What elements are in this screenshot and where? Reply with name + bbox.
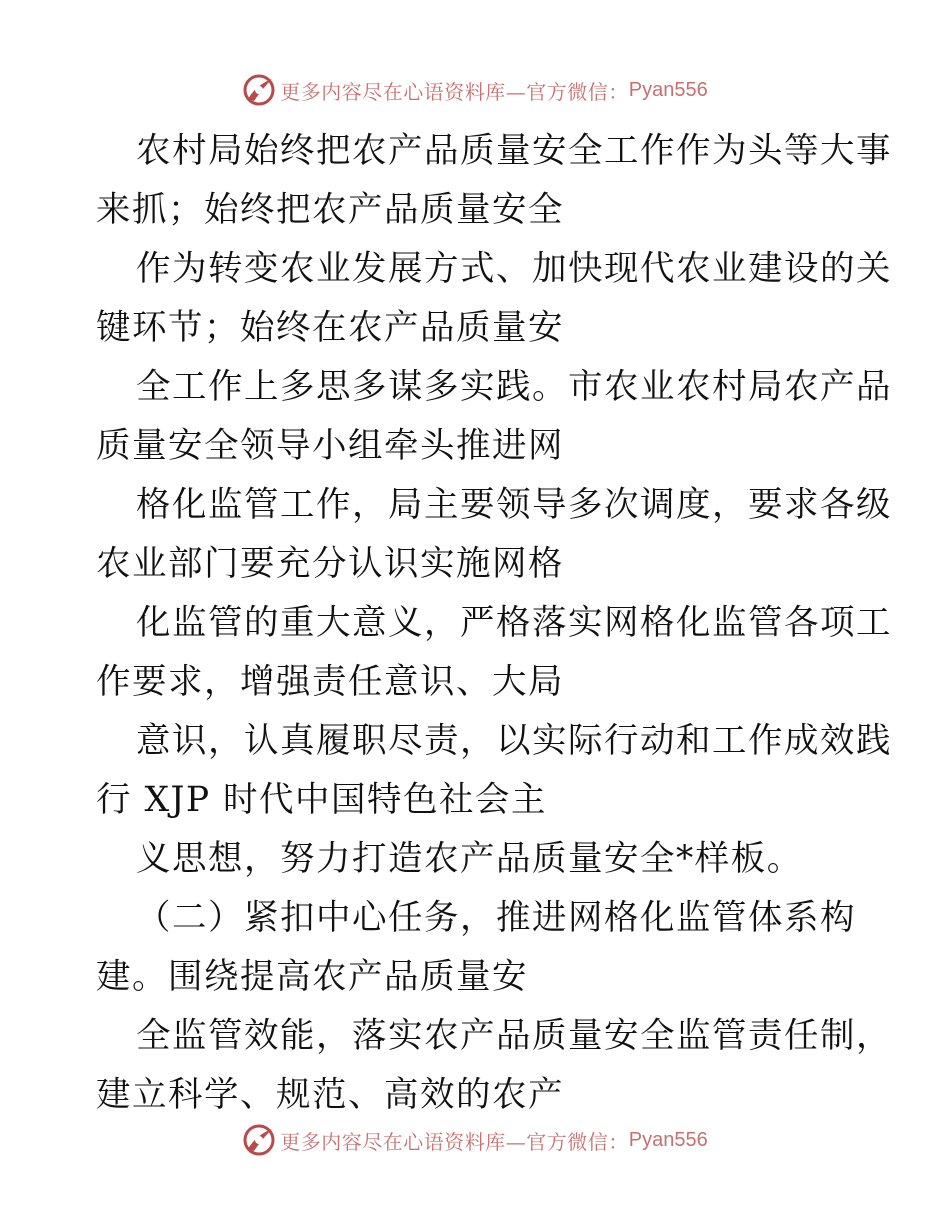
paragraph-line: 作为转变农业发展方式、加快现代农业建设的关 — [136, 249, 892, 289]
brand-logo-icon — [242, 73, 276, 107]
paragraph-line: 农业部门要充分认识实施网格 — [96, 544, 564, 584]
paragraph-line: 来抓；始终把农产品质量安全 — [96, 190, 564, 230]
paragraph-line: 键环节；始终在农产品质量安 — [96, 308, 564, 348]
paragraph-line: 建立科学、规范、高效的农产 — [96, 1075, 564, 1115]
paragraph-line: （二）紧扣中心任务，推进网格化监管体系构 — [136, 898, 856, 938]
paragraph-line: 意识，认真履职尽责，以实际行动和工作成效践 — [136, 721, 892, 761]
header-banner — [0, 70, 950, 110]
paragraph-line: 格化监管工作，局主要领导多次调度，要求各级 — [136, 485, 892, 525]
banner-wechat-id: Pyan556 — [628, 1128, 708, 1151]
paragraph-line: 全监管效能，落实农产品质量安全监管责任制， — [136, 1016, 892, 1056]
paragraph-line: 作要求，增强责任意识、大局 — [96, 662, 564, 702]
paragraph-line: 义思想，努力打造农产品质量安全*样板。 — [136, 839, 803, 879]
paragraph-line: 行 XJP 时代中国特色社会主 — [96, 780, 548, 820]
paragraph-line: 全工作上多思多谋多实践。市农业农村局农产品 — [136, 367, 892, 407]
paragraph-line: 质量安全领导小组牵头推进网 — [96, 426, 564, 466]
paragraph-line: 建。围绕提高农产品质量安 — [96, 957, 528, 997]
paragraph-line: 化监管的重大意义，严格落实网格化监管各项工 — [136, 603, 892, 643]
document-body — [96, 122, 892, 1125]
brand-logo-icon — [242, 1123, 276, 1157]
banner-text: 更多内容尽在心语资料库—官方微信： — [280, 1129, 629, 1154]
paragraph-line: 农村局始终把农产品质量安全工作作为头等大事 — [136, 131, 892, 171]
banner-text: 更多内容尽在心语资料库—官方微信： — [280, 79, 629, 104]
banner-wechat-id: Pyan556 — [628, 78, 708, 101]
footer-banner — [0, 1120, 950, 1160]
